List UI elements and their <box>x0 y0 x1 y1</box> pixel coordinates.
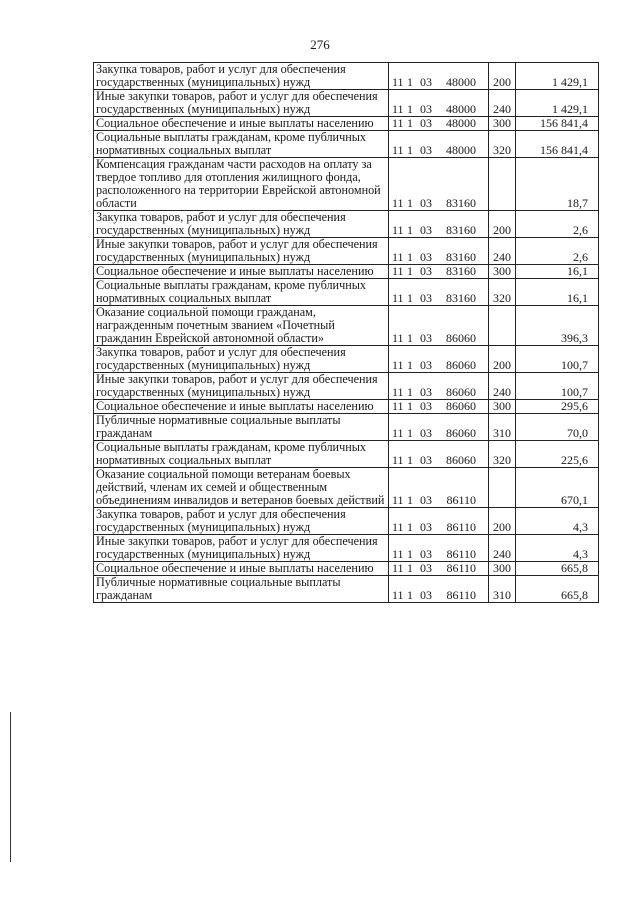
row-code <box>389 306 489 346</box>
table-row <box>94 238 599 265</box>
code-part-1: 11 <box>392 547 404 561</box>
code-part-4: 86060 <box>446 426 476 440</box>
row-code <box>389 117 489 131</box>
row-code <box>389 373 489 400</box>
code-part-3: 03 <box>420 385 432 399</box>
code-part-2: 1 <box>407 385 413 399</box>
code-part-3: 03 <box>420 493 432 507</box>
row-name: Закупка товаров, работ и услуг для обеспечения государственных (муниципальных) нужд <box>94 211 389 238</box>
code-part-1: 11 <box>392 75 404 89</box>
table-row <box>94 117 599 131</box>
row-expense-type: 240 <box>489 373 516 400</box>
row-name: Социальное обеспечение и иные выплаты населению <box>94 400 389 414</box>
row-expense-type: 310 <box>489 414 516 441</box>
code-part-4: 83160 <box>446 196 476 210</box>
code-part-2: 1 <box>407 116 413 130</box>
row-name: Социальное обеспечение и иные выплаты населению <box>94 117 389 131</box>
table-row <box>94 63 599 90</box>
code-part-1: 11 <box>392 520 404 534</box>
code-part-4: 86110 <box>446 493 476 507</box>
code-part-2: 1 <box>407 453 413 467</box>
code-part-2: 1 <box>407 75 413 89</box>
row-sum: 100,7 <box>516 373 599 400</box>
code-part-4: 86060 <box>446 331 476 345</box>
row-name: Компенсация гражданам части расходов на оплату за твердое топливо для отопления жилищного фонда, расположенного на территории Еврейской автономной области <box>94 158 389 211</box>
table-row <box>94 90 599 117</box>
row-sum: 225,6 <box>516 441 599 468</box>
table-row <box>94 400 599 414</box>
table-row <box>94 576 599 603</box>
code-part-1: 11 <box>392 331 404 345</box>
code-part-1: 11 <box>392 250 404 264</box>
row-sum: 295,6 <box>516 400 599 414</box>
row-sum: 4,3 <box>516 508 599 535</box>
row-expense-type: 200 <box>489 346 516 373</box>
row-code <box>389 158 489 211</box>
table-row <box>94 562 599 576</box>
row-expense-type: 300 <box>489 562 516 576</box>
row-sum: 665,8 <box>516 576 599 603</box>
code-part-3: 03 <box>420 264 432 278</box>
row-name: Иные закупки товаров, работ и услуг для обеспечения государственных (муниципальных) нужд <box>94 90 389 117</box>
row-name: Оказание социальной помощи гражданам, награжденным почетным званием «Почетный гражданин Еврейской автономной области» <box>94 306 389 346</box>
row-name: Иные закупки товаров, работ и услуг для обеспечения государственных (муниципальных) нужд <box>94 238 389 265</box>
table-row <box>94 346 599 373</box>
row-expense-type: 240 <box>489 238 516 265</box>
code-part-4: 86060 <box>446 399 476 413</box>
code-part-3: 03 <box>420 196 432 210</box>
row-expense-type: 200 <box>489 63 516 90</box>
row-expense-type <box>489 158 516 211</box>
row-expense-type: 320 <box>489 441 516 468</box>
code-part-1: 11 <box>392 143 404 157</box>
table-row <box>94 414 599 441</box>
code-part-1: 11 <box>392 453 404 467</box>
table-row <box>94 535 599 562</box>
code-part-1: 11 <box>392 399 404 413</box>
code-part-1: 11 <box>392 426 404 440</box>
code-part-3: 03 <box>420 116 432 130</box>
row-expense-type: 200 <box>489 211 516 238</box>
row-code <box>389 441 489 468</box>
row-expense-type: 300 <box>489 400 516 414</box>
table-body <box>94 63 599 603</box>
code-part-2: 1 <box>407 547 413 561</box>
code-part-2: 1 <box>407 399 413 413</box>
code-part-3: 03 <box>420 561 432 575</box>
code-part-4: 86060 <box>446 385 476 399</box>
code-part-3: 03 <box>420 250 432 264</box>
table-row <box>94 279 599 306</box>
row-name: Закупка товаров, работ и услуг для обеспечения государственных (муниципальных) нужд <box>94 508 389 535</box>
row-sum: 100,7 <box>516 346 599 373</box>
row-code <box>389 400 489 414</box>
row-name: Публичные нормативные социальные выплаты гражданам <box>94 414 389 441</box>
code-part-1: 11 <box>392 385 404 399</box>
code-part-2: 1 <box>407 426 413 440</box>
row-code <box>389 211 489 238</box>
row-sum: 396,3 <box>516 306 599 346</box>
code-part-3: 03 <box>420 426 432 440</box>
code-part-2: 1 <box>407 331 413 345</box>
row-code <box>389 414 489 441</box>
code-part-2: 1 <box>407 102 413 116</box>
table-row <box>94 265 599 279</box>
code-part-4: 86110 <box>446 561 476 575</box>
row-name: Иные закупки товаров, работ и услуг для обеспечения государственных (муниципальных) нужд <box>94 373 389 400</box>
row-sum: 4,3 <box>516 535 599 562</box>
row-sum: 2,6 <box>516 238 599 265</box>
code-part-4: 83160 <box>446 223 476 237</box>
row-code <box>389 535 489 562</box>
code-part-3: 03 <box>420 223 432 237</box>
code-part-2: 1 <box>407 588 413 602</box>
row-code <box>389 562 489 576</box>
row-name: Иные закупки товаров, работ и услуг для обеспечения государственных (муниципальных) нужд <box>94 535 389 562</box>
code-part-4: 83160 <box>446 291 476 305</box>
row-name: Социальные выплаты гражданам, кроме публичных нормативных социальных выплат <box>94 279 389 306</box>
code-part-4: 86060 <box>446 453 476 467</box>
table-row <box>94 373 599 400</box>
row-sum: 2,6 <box>516 211 599 238</box>
row-expense-type: 200 <box>489 508 516 535</box>
row-expense-type: 300 <box>489 117 516 131</box>
row-expense-type <box>489 306 516 346</box>
code-part-4: 83160 <box>446 250 476 264</box>
code-part-2: 1 <box>407 223 413 237</box>
row-code <box>389 346 489 373</box>
table-row <box>94 211 599 238</box>
budget-table <box>93 62 599 603</box>
row-code <box>389 468 489 508</box>
code-part-4: 48000 <box>446 75 476 89</box>
row-sum: 16,1 <box>516 265 599 279</box>
row-code <box>389 90 489 117</box>
row-name: Закупка товаров, работ и услуг для обеспечения государственных (муниципальных) нужд <box>94 346 389 373</box>
code-part-4: 48000 <box>446 143 476 157</box>
row-code <box>389 576 489 603</box>
row-code <box>389 279 489 306</box>
row-code <box>389 131 489 158</box>
code-part-4: 86060 <box>446 358 476 372</box>
row-name: Социальные выплаты гражданам, кроме публичных нормативных социальных выплат <box>94 441 389 468</box>
row-expense-type: 320 <box>489 131 516 158</box>
row-sum: 156 841,4 <box>516 117 599 131</box>
row-sum: 665,8 <box>516 562 599 576</box>
row-code <box>389 238 489 265</box>
table-row <box>94 306 599 346</box>
code-part-3: 03 <box>420 331 432 345</box>
row-name: Закупка товаров, работ и услуг для обеспечения государственных (муниципальных) нужд <box>94 63 389 90</box>
row-sum: 156 841,4 <box>516 131 599 158</box>
row-sum: 1 429,1 <box>516 90 599 117</box>
code-part-4: 86110 <box>446 588 476 602</box>
code-part-2: 1 <box>407 264 413 278</box>
code-part-3: 03 <box>420 358 432 372</box>
row-expense-type: 320 <box>489 279 516 306</box>
code-part-3: 03 <box>420 399 432 413</box>
row-code <box>389 508 489 535</box>
code-part-3: 03 <box>420 520 432 534</box>
code-part-1: 11 <box>392 291 404 305</box>
table-row <box>94 158 599 211</box>
code-part-2: 1 <box>407 493 413 507</box>
code-part-1: 11 <box>392 493 404 507</box>
row-sum: 16,1 <box>516 279 599 306</box>
row-name: Социальные выплаты гражданам, кроме публичных нормативных социальных выплат <box>94 131 389 158</box>
row-expense-type: 240 <box>489 90 516 117</box>
row-sum: 1 429,1 <box>516 63 599 90</box>
code-part-3: 03 <box>420 547 432 561</box>
row-code <box>389 265 489 279</box>
code-part-4: 86110 <box>446 547 476 561</box>
row-sum: 70,0 <box>516 414 599 441</box>
code-part-3: 03 <box>420 75 432 89</box>
code-part-2: 1 <box>407 291 413 305</box>
row-name: Публичные нормативные социальные выплаты гражданам <box>94 576 389 603</box>
code-part-1: 11 <box>392 358 404 372</box>
code-part-3: 03 <box>420 588 432 602</box>
margin-line <box>10 712 11 862</box>
code-part-2: 1 <box>407 520 413 534</box>
row-name: Оказание социальной помощи ветеранам боевых действий, членам их семей и общественным объединениям инвалидов и ветеранов боевых действий <box>94 468 389 508</box>
table-row <box>94 508 599 535</box>
table-row <box>94 131 599 158</box>
code-part-1: 11 <box>392 588 404 602</box>
code-part-4: 48000 <box>446 102 476 116</box>
code-part-3: 03 <box>420 453 432 467</box>
row-name: Социальное обеспечение и иные выплаты населению <box>94 562 389 576</box>
code-part-1: 11 <box>392 223 404 237</box>
page-number: 276 <box>310 37 330 52</box>
code-part-1: 11 <box>392 561 404 575</box>
code-part-4: 83160 <box>446 264 476 278</box>
code-part-4: 48000 <box>446 116 476 130</box>
code-part-1: 11 <box>392 196 404 210</box>
code-part-2: 1 <box>407 196 413 210</box>
code-part-2: 1 <box>407 358 413 372</box>
code-part-4: 86110 <box>446 520 476 534</box>
row-code <box>389 63 489 90</box>
code-part-1: 11 <box>392 116 404 130</box>
row-sum: 18,7 <box>516 158 599 211</box>
row-expense-type <box>489 468 516 508</box>
table-row <box>94 468 599 508</box>
table-row <box>94 441 599 468</box>
row-sum: 670,1 <box>516 468 599 508</box>
code-part-3: 03 <box>420 102 432 116</box>
code-part-1: 11 <box>392 264 404 278</box>
code-part-3: 03 <box>420 291 432 305</box>
code-part-1: 11 <box>392 102 404 116</box>
code-part-2: 1 <box>407 561 413 575</box>
code-part-3: 03 <box>420 143 432 157</box>
code-part-2: 1 <box>407 143 413 157</box>
row-name: Социальное обеспечение и иные выплаты населению <box>94 265 389 279</box>
code-part-2: 1 <box>407 250 413 264</box>
row-expense-type: 300 <box>489 265 516 279</box>
row-expense-type: 310 <box>489 576 516 603</box>
row-expense-type: 240 <box>489 535 516 562</box>
